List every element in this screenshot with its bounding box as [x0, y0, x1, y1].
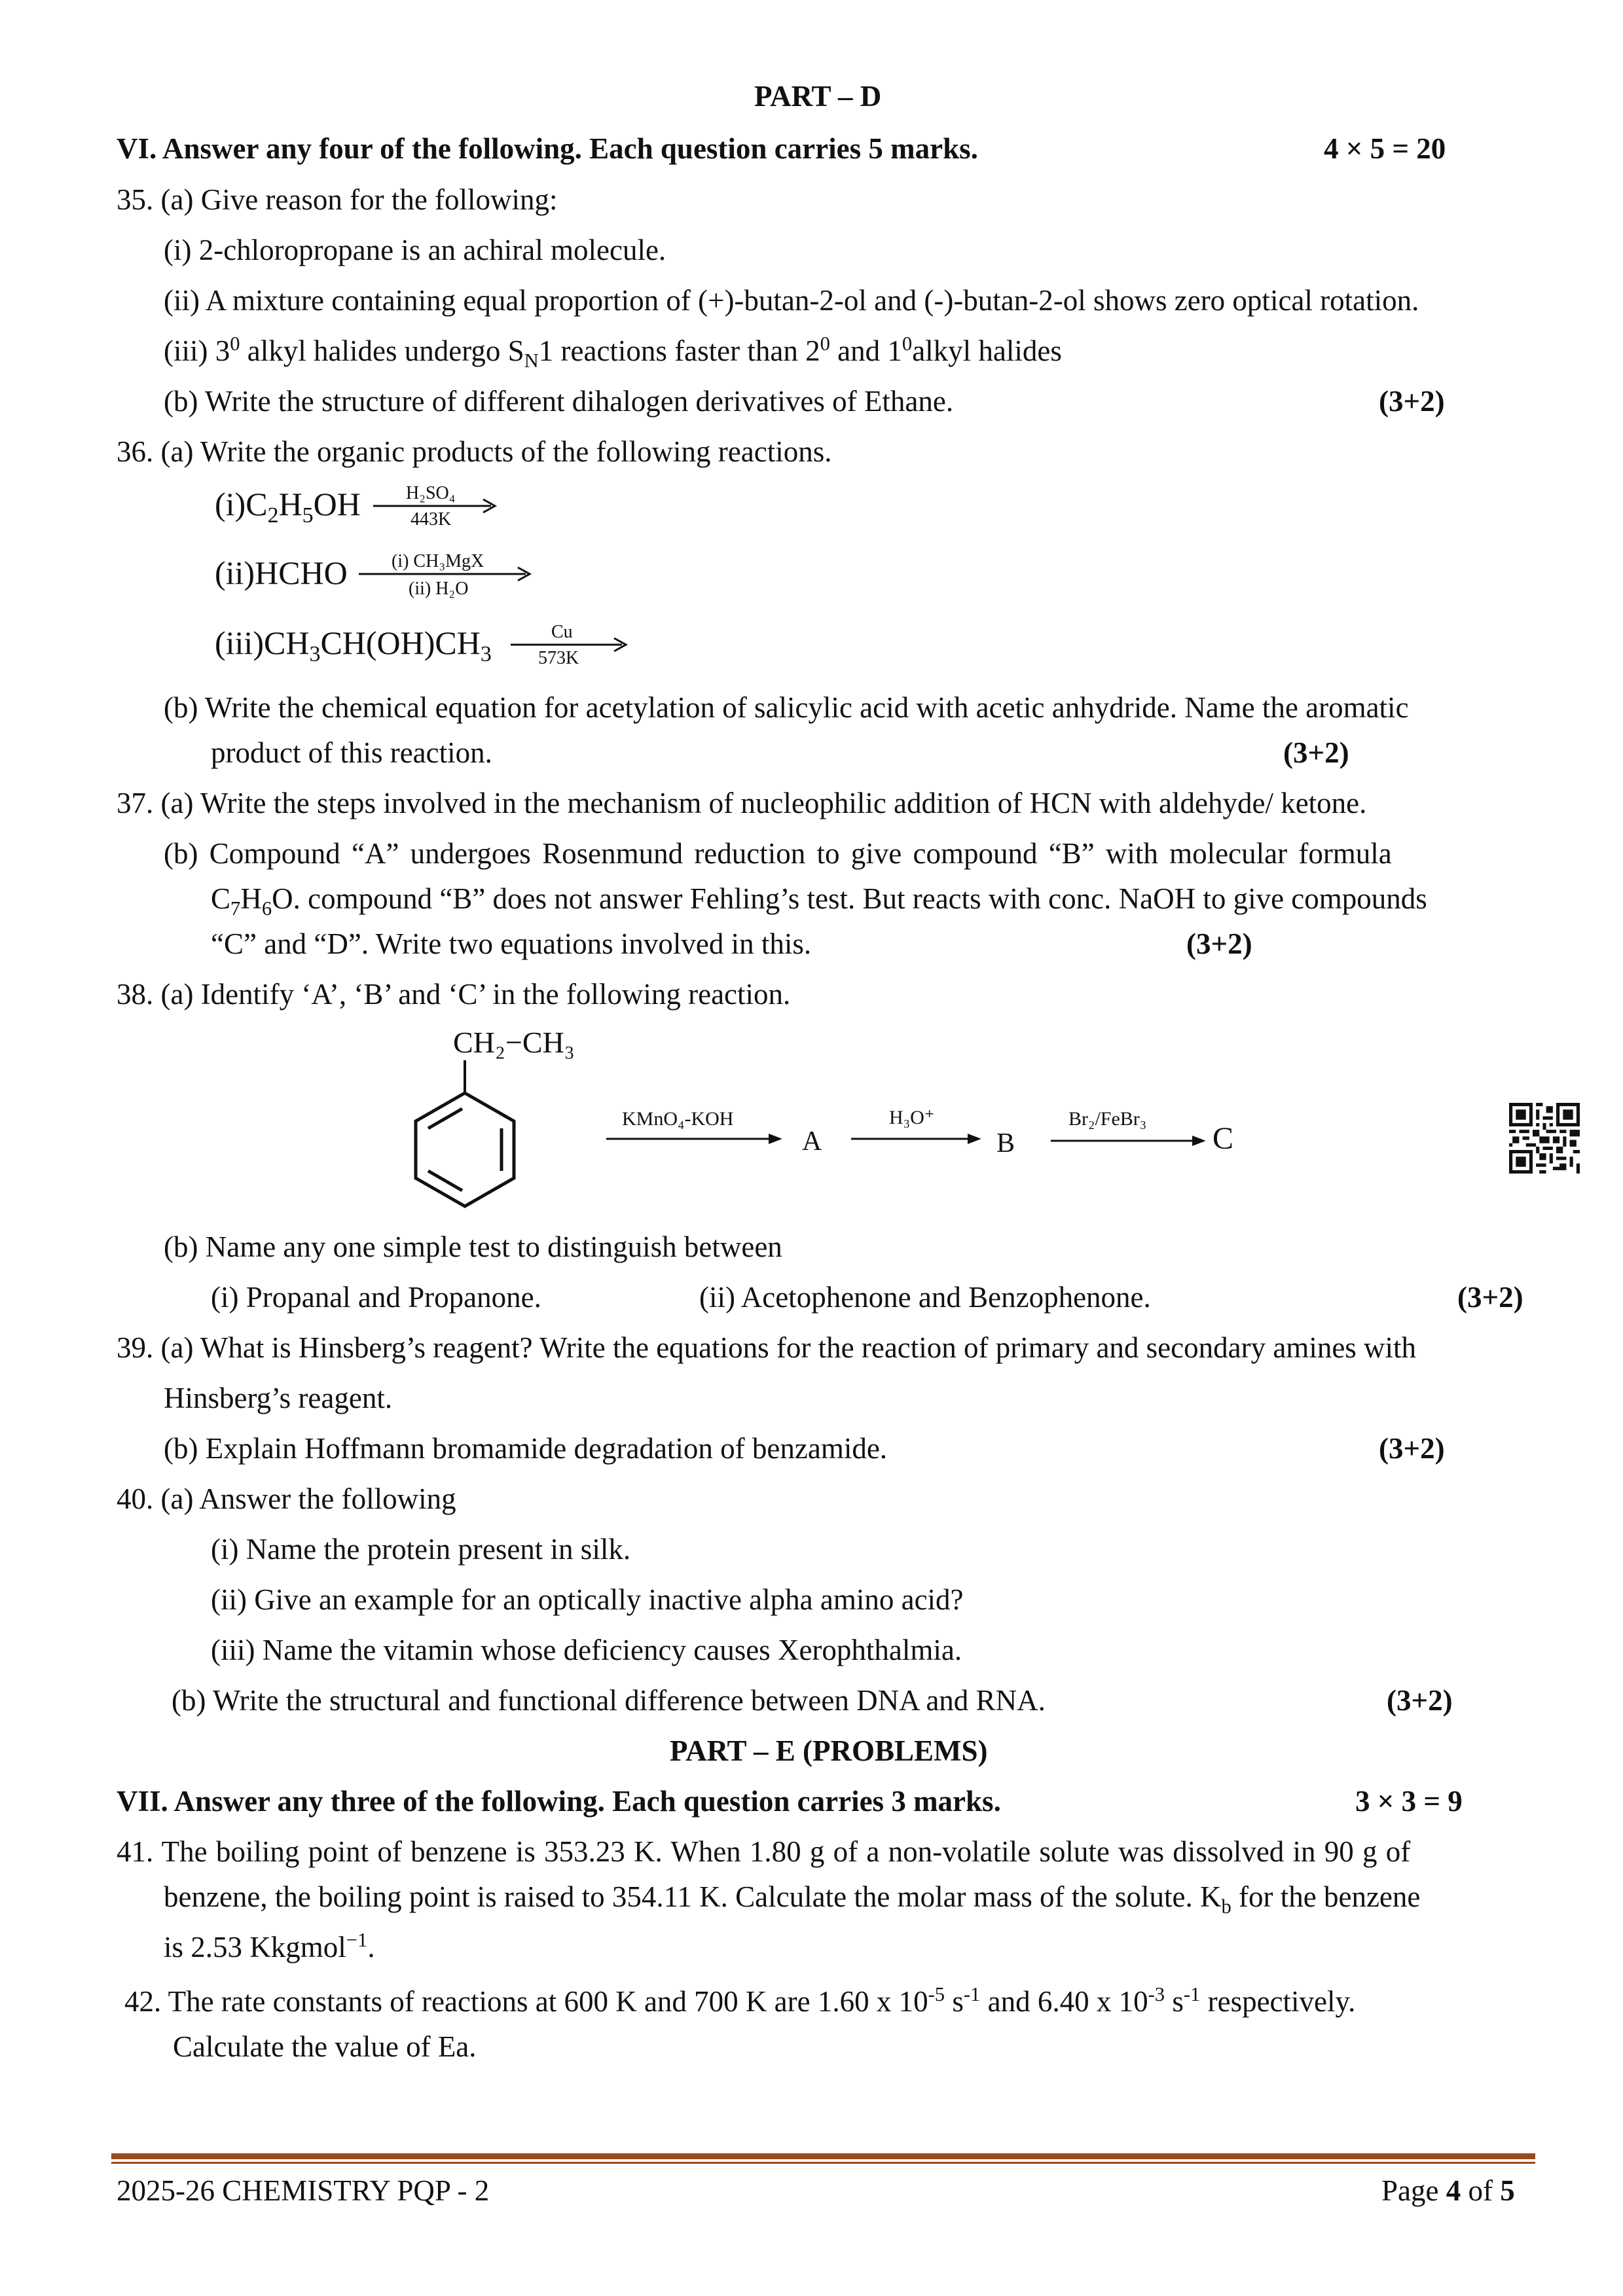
- part-d-instruction: VI. Answer any four of the following. Each question carries 5 marks.: [117, 132, 978, 165]
- q36-r3-condition: 573K: [538, 648, 579, 668]
- q37-a: 37. (a) Write the steps involved in the mechanism of nucleophilic addition of HCN with aldehyde/ ketone.: [117, 787, 1367, 819]
- q38-product-b: B: [996, 1128, 1015, 1158]
- q36-reaction-1: $(i)C_2H_5OH$: [215, 486, 361, 528]
- q37-b-line3: “C” and “D”. Write two equations involved in this.: [211, 927, 812, 960]
- ethyl-substituent-label: CH₂−CH₃: [453, 1026, 575, 1059]
- q38-a: 38. (a) Identify ‘A’, ‘B’ and ‘C’ in the following reaction.: [117, 978, 791, 1011]
- q35-b: (b) Write the structure of different dihalogen derivatives of Ethane.: [164, 385, 954, 418]
- q40-ii: (ii) Give an example for an optically inactive alpha amino acid?: [211, 1583, 964, 1616]
- q36-r1-reagent: H₂SO₄: [406, 483, 456, 503]
- part-d-marks: 4 × 5 = 20: [1324, 132, 1446, 165]
- q38-product-c: C: [1213, 1121, 1234, 1156]
- q41-line1: 41. The boiling point of benzene is 353.23 K. When 1.80 g of a non-volatile solute was dissolved in 90 g of: [117, 1835, 1411, 1868]
- q38-arrow-1: [606, 1132, 783, 1145]
- q38-b-i: (i) Propanal and Propanone.: [211, 1281, 541, 1314]
- benzene-ring-structure: [406, 1060, 524, 1224]
- q38-reagent-2: H₃O⁺: [889, 1107, 935, 1128]
- q39-marks: (3+2): [1379, 1432, 1445, 1465]
- q36-a: 36. (a) Write the organic products of the following reactions.: [117, 435, 832, 468]
- q36-r1-arrow: [373, 496, 498, 516]
- q36-b-line1: (b) Write the chemical equation for acetylation of salicylic acid with acetic anhydride. Name the aromatic: [164, 691, 1409, 724]
- part-d-heading: PART – D: [754, 80, 882, 113]
- q36-r2-arrow: [359, 564, 532, 584]
- part-e-marks: 3 × 3 = 9: [1355, 1785, 1463, 1818]
- part-e-instruction: VII. Answer any three of the following. Each question carries 3 marks.: [117, 1785, 1001, 1818]
- q39-b: (b) Explain Hoffmann bromamide degradation of benzamide.: [164, 1432, 888, 1465]
- q38-reagent-1: KMnO₄-KOH: [622, 1108, 734, 1130]
- q35-iii: (iii) $3^0$ alkyl halides undergo $S_N1$ reactions faster than $2^0$ and $1^0alkyl$ halides: [164, 332, 1062, 372]
- q39-a-line1: 39. (a) What is Hinsberg’s reagent? Write the equations for the reaction of primary and secondary amines with: [117, 1331, 1417, 1364]
- q37-b-line1: (b) Compound “A” undergoes Rosenmund reduction to give compound “B” with molecular formula: [164, 837, 1392, 870]
- q35-i: (i) 2-chloropropane is an achiral molecule.: [164, 234, 666, 266]
- q38-reagent-3: Br₂/FeBr₃: [1068, 1108, 1147, 1130]
- part-e-heading: PART – E (PROBLEMS): [670, 1734, 988, 1767]
- footer-rule-thick: [111, 2153, 1535, 2159]
- q36-r3-reagent: Cu: [551, 622, 573, 642]
- q36-reaction-2: (ii)HCHO: [215, 554, 348, 591]
- q40-marks: (3+2): [1387, 1684, 1453, 1717]
- q35-marks: (3+2): [1379, 385, 1445, 418]
- q42-line1: 42. The rate constants of reactions at 600 K and 700 K are 1.60 x $10^{-5}$ $s^{-1}$ and 6.40 x $10^{-3}$ $s^{-1}$ respectively.: [124, 1983, 1356, 2018]
- q36-r3-arrow: [511, 635, 629, 655]
- q40-a: 40. (a) Answer the following: [117, 1482, 456, 1515]
- q40-i: (i) Name the protein present in silk.: [211, 1533, 631, 1566]
- qr-code: [1509, 1103, 1580, 1174]
- q36-b-line2: product of this reaction.: [211, 736, 492, 769]
- q42-line2: Calculate the value of Ea.: [173, 2030, 477, 2063]
- q41-line2: benzene, the boiling point is raised to 354.11 K. Calculate the molar mass of the solute. $K_b$ for the benzene: [164, 1880, 1421, 1918]
- footer-page-number: Page 4 of 5: [1381, 2174, 1515, 2207]
- q37-b-line2: $C_7H_6O$. compound “B” does not answer Fehling’s test. But reacts with conc. NaOH to give compounds: [211, 882, 1427, 920]
- q36-r1-condition: 443K: [410, 509, 452, 529]
- q36-r2-reagent: (i) CH₃MgX: [392, 551, 484, 571]
- q39-a-line2: Hinsberg’s reagent.: [164, 1382, 393, 1414]
- q38-b-ii: (ii) Acetophenone and Benzophenone.: [699, 1281, 1151, 1314]
- q36-r2-condition: (ii) H₂O: [409, 579, 469, 599]
- q35-a: 35. (a) Give reason for the following:: [117, 183, 558, 216]
- q36-marks: (3+2): [1283, 736, 1349, 769]
- q38-marks: (3+2): [1457, 1281, 1523, 1314]
- q40-b: (b) Write the structural and functional difference between DNA and RNA.: [172, 1684, 1046, 1717]
- q38-arrow-3: [1051, 1134, 1208, 1147]
- q40-iii: (iii) Name the vitamin whose deficiency causes Xerophthalmia.: [211, 1634, 962, 1666]
- q38-product-a: A: [802, 1126, 822, 1157]
- q38-arrow-2: [851, 1132, 982, 1145]
- q36-reaction-3: $(iii)CH_3CH(OH)CH_3$: [215, 624, 492, 666]
- q35-ii: (ii) A mixture containing equal proportion of (+)-butan-2-ol and (-)-butan-2-ol shows zero optical rotation.: [164, 284, 1419, 317]
- footer-rule-thin: [111, 2162, 1535, 2164]
- q38-b: (b) Name any one simple test to distinguish between: [164, 1230, 782, 1263]
- footer-title: 2025-26 CHEMISTRY PQP - 2: [117, 2174, 490, 2207]
- q41-line3: is 2.53 Kkgmol$^{-1}$.: [164, 1929, 375, 1964]
- q37-marks: (3+2): [1186, 927, 1252, 960]
